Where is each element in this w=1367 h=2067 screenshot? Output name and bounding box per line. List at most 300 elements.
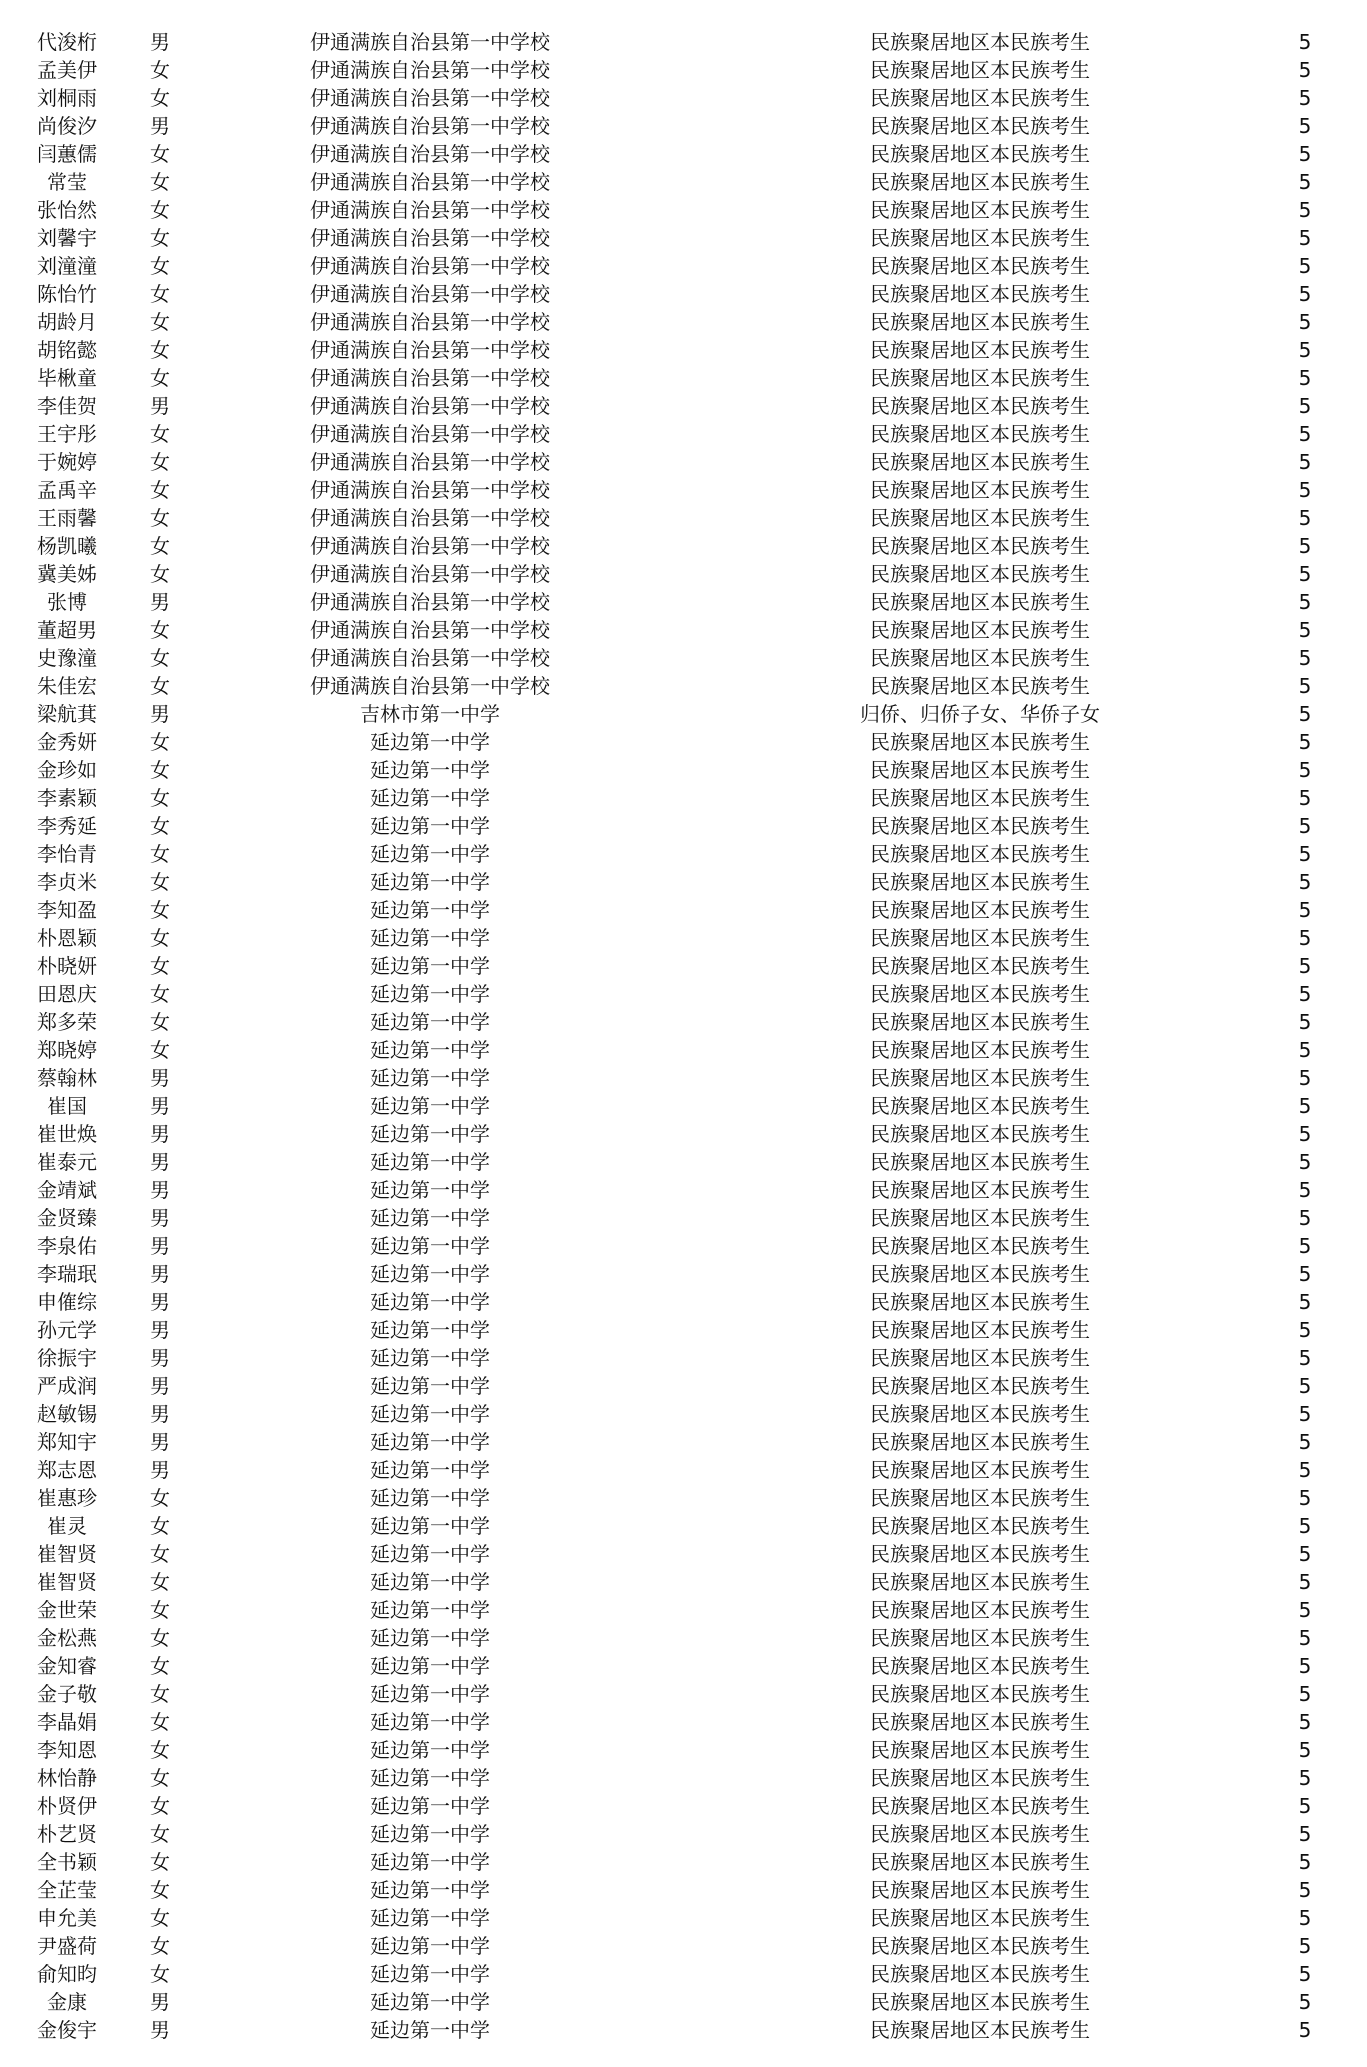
- student-name: 王雨馨: [37, 506, 97, 530]
- student-name: 田恩庆: [37, 982, 97, 1006]
- student-school: 延边第一中学: [370, 1962, 490, 1986]
- student-school: 伊通满族自治县第一中学校: [310, 86, 550, 110]
- student-school: 伊通满族自治县第一中学校: [310, 674, 550, 698]
- student-category: 民族聚居地区本民族考生: [870, 310, 1090, 334]
- student-gender: 女: [150, 86, 170, 110]
- table-row: [0, 1148, 1367, 1176]
- student-school: 延边第一中学: [370, 1822, 490, 1846]
- table-row: [0, 1932, 1367, 1960]
- student-category: 民族聚居地区本民族考生: [870, 1374, 1090, 1398]
- student-score: 5: [1298, 1626, 1312, 1650]
- student-score: 5: [1298, 1234, 1312, 1258]
- student-school: 延边第一中学: [370, 758, 490, 782]
- student-name: 陈怡竹: [37, 282, 97, 306]
- table-row: [0, 1876, 1367, 1904]
- student-category: 民族聚居地区本民族考生: [870, 2018, 1090, 2042]
- student-gender: 女: [150, 1878, 170, 1902]
- student-school: 延边第一中学: [370, 1570, 490, 1594]
- student-score: 5: [1298, 338, 1312, 362]
- table-row: [0, 1764, 1367, 1792]
- student-gender: 女: [150, 58, 170, 82]
- table-row: [0, 56, 1367, 84]
- student-gender: 女: [150, 1654, 170, 1678]
- student-category: 民族聚居地区本民族考生: [870, 226, 1090, 250]
- student-category: 民族聚居地区本民族考生: [870, 1990, 1090, 2014]
- table-row: [0, 224, 1367, 252]
- student-category: 民族聚居地区本民族考生: [870, 142, 1090, 166]
- student-score: 5: [1298, 1570, 1312, 1594]
- student-name: 李贞米: [37, 870, 97, 894]
- student-school: 延边第一中学: [370, 1374, 490, 1398]
- student-school: 伊通满族自治县第一中学校: [310, 450, 550, 474]
- table-row: [0, 196, 1367, 224]
- student-name: 全书颖: [37, 1850, 97, 1874]
- student-score: 5: [1298, 1346, 1312, 1370]
- student-name: 朴艺贤: [37, 1822, 97, 1846]
- student-category: 民族聚居地区本民族考生: [870, 1262, 1090, 1286]
- student-name: 朴贤伊: [37, 1794, 97, 1818]
- student-gender: 男: [150, 1150, 170, 1174]
- student-gender: 男: [150, 1402, 170, 1426]
- student-score: 5: [1298, 1206, 1312, 1230]
- student-score: 5: [1298, 1766, 1312, 1790]
- student-name: 崔惠珍: [37, 1486, 97, 1510]
- student-score: 5: [1298, 534, 1312, 558]
- student-school: 延边第一中学: [370, 1206, 490, 1230]
- student-gender: 男: [150, 1346, 170, 1370]
- table-row: [0, 784, 1367, 812]
- student-score: 5: [1298, 310, 1312, 334]
- student-name: 董超男: [37, 618, 97, 642]
- student-school: 伊通满族自治县第一中学校: [310, 506, 550, 530]
- table-row: [0, 840, 1367, 868]
- student-school: 延边第一中学: [370, 1654, 490, 1678]
- student-gender: 女: [150, 422, 170, 446]
- student-school: 延边第一中学: [370, 1346, 490, 1370]
- table-row: [0, 252, 1367, 280]
- student-score: 5: [1298, 170, 1312, 194]
- student-school: 伊通满族自治县第一中学校: [310, 366, 550, 390]
- table-row: [0, 868, 1367, 896]
- student-gender: 女: [150, 1710, 170, 1734]
- student-gender: 女: [150, 450, 170, 474]
- table-row: [0, 1288, 1367, 1316]
- student-gender: 女: [150, 1738, 170, 1762]
- student-gender: 女: [150, 618, 170, 642]
- table-row: [0, 1652, 1367, 1680]
- table-row: [0, 448, 1367, 476]
- student-gender: 男: [150, 1318, 170, 1342]
- student-school: 延边第一中学: [370, 870, 490, 894]
- table-row: [0, 1904, 1367, 1932]
- student-score: 5: [1298, 478, 1312, 502]
- student-gender: 女: [150, 646, 170, 670]
- student-category: 民族聚居地区本民族考生: [870, 86, 1090, 110]
- table-row: [0, 1232, 1367, 1260]
- student-name: 李知恩: [37, 1738, 97, 1762]
- student-category: 民族聚居地区本民族考生: [870, 1010, 1090, 1034]
- student-name: 张怡然: [37, 198, 97, 222]
- student-score: 5: [1298, 1878, 1312, 1902]
- table-row: [0, 1988, 1367, 2016]
- table-row: [0, 1064, 1367, 1092]
- student-category: 民族聚居地区本民族考生: [870, 982, 1090, 1006]
- student-name: 闫蕙儒: [37, 142, 97, 166]
- table-row: [0, 336, 1367, 364]
- student-score: 5: [1298, 1290, 1312, 1314]
- student-category: 民族聚居地区本民族考生: [870, 1654, 1090, 1678]
- student-category: 民族聚居地区本民族考生: [870, 366, 1090, 390]
- student-gender: 男: [150, 1094, 170, 1118]
- student-school: 延边第一中学: [370, 1010, 490, 1034]
- student-gender: 女: [150, 1514, 170, 1538]
- student-school: 延边第一中学: [370, 1934, 490, 1958]
- student-score: 5: [1298, 870, 1312, 894]
- student-gender: 男: [150, 1430, 170, 1454]
- student-category: 民族聚居地区本民族考生: [870, 1514, 1090, 1538]
- student-gender: 男: [150, 590, 170, 614]
- student-gender: 女: [150, 674, 170, 698]
- table-row: [0, 1848, 1367, 1876]
- student-name: 崔国: [47, 1094, 87, 1118]
- student-score: 5: [1298, 1094, 1312, 1118]
- student-gender: 男: [150, 1178, 170, 1202]
- student-name: 胡龄月: [37, 310, 97, 334]
- student-gender: 女: [150, 142, 170, 166]
- student-gender: 男: [150, 1262, 170, 1286]
- student-score: 5: [1298, 1990, 1312, 2014]
- student-name: 郑晓婷: [37, 1038, 97, 1062]
- student-school: 伊通满族自治县第一中学校: [310, 338, 550, 362]
- student-name: 金世荣: [37, 1598, 97, 1622]
- student-school: 延边第一中学: [370, 786, 490, 810]
- student-school: 伊通满族自治县第一中学校: [310, 282, 550, 306]
- table-row: [0, 812, 1367, 840]
- student-school: 延边第一中学: [370, 1178, 490, 1202]
- student-school: 延边第一中学: [370, 1094, 490, 1118]
- student-category: 民族聚居地区本民族考生: [870, 422, 1090, 446]
- student-score: 5: [1298, 982, 1312, 1006]
- student-score: 5: [1298, 1542, 1312, 1566]
- student-category: 民族聚居地区本民族考生: [870, 1542, 1090, 1566]
- student-name: 朴晓妍: [37, 954, 97, 978]
- student-name: 徐振宇: [37, 1346, 97, 1370]
- table-row: [0, 1204, 1367, 1232]
- student-gender: 男: [150, 394, 170, 418]
- student-name: 李晶娟: [37, 1710, 97, 1734]
- student-school: 延边第一中学: [370, 1150, 490, 1174]
- student-school: 伊通满族自治县第一中学校: [310, 310, 550, 334]
- student-score: 5: [1298, 394, 1312, 418]
- student-school: 延边第一中学: [370, 926, 490, 950]
- table-row: [0, 1456, 1367, 1484]
- student-name: 金珍如: [37, 758, 97, 782]
- student-school: 伊通满族自治县第一中学校: [310, 142, 550, 166]
- student-school: 延边第一中学: [370, 2018, 490, 2042]
- student-gender: 男: [150, 702, 170, 726]
- table-row: [0, 392, 1367, 420]
- student-score: 5: [1298, 1374, 1312, 1398]
- student-name: 梁航萁: [37, 702, 97, 726]
- student-category: 民族聚居地区本民族考生: [870, 170, 1090, 194]
- student-score: 5: [1298, 1318, 1312, 1342]
- table-row: [0, 756, 1367, 784]
- student-gender: 女: [150, 758, 170, 782]
- student-gender: 女: [150, 982, 170, 1006]
- student-score: 5: [1298, 1794, 1312, 1818]
- student-category: 民族聚居地区本民族考生: [870, 898, 1090, 922]
- student-category: 民族聚居地区本民族考生: [870, 590, 1090, 614]
- student-score: 5: [1298, 786, 1312, 810]
- table-row: [0, 728, 1367, 756]
- student-category: 民族聚居地区本民族考生: [870, 1346, 1090, 1370]
- student-school: 延边第一中学: [370, 1038, 490, 1062]
- table-row: [0, 1120, 1367, 1148]
- table-row: [0, 1372, 1367, 1400]
- student-score: 5: [1298, 1262, 1312, 1286]
- student-name: 于婉婷: [37, 450, 97, 474]
- student-school: 延边第一中学: [370, 1290, 490, 1314]
- student-category: 民族聚居地区本民族考生: [870, 1066, 1090, 1090]
- student-score: 5: [1298, 1458, 1312, 1482]
- student-name: 李素颖: [37, 786, 97, 810]
- table-row: [0, 420, 1367, 448]
- student-score: 5: [1298, 590, 1312, 614]
- student-score: 5: [1298, 758, 1312, 782]
- student-gender: 女: [150, 1486, 170, 1510]
- student-category: 民族聚居地区本民族考生: [870, 814, 1090, 838]
- student-school: 延边第一中学: [370, 954, 490, 978]
- student-school: 延边第一中学: [370, 1234, 490, 1258]
- student-school: 延边第一中学: [370, 1738, 490, 1762]
- student-school: 延边第一中学: [370, 982, 490, 1006]
- student-category: 民族聚居地区本民族考生: [870, 282, 1090, 306]
- student-name: 崔世焕: [37, 1122, 97, 1146]
- student-category: 民族聚居地区本民族考生: [870, 394, 1090, 418]
- student-score: 5: [1298, 1654, 1312, 1678]
- student-school: 延边第一中学: [370, 1318, 490, 1342]
- student-school: 伊通满族自治县第一中学校: [310, 198, 550, 222]
- student-gender: 女: [150, 506, 170, 530]
- student-school: 伊通满族自治县第一中学校: [310, 170, 550, 194]
- student-name: 尚俊汐: [37, 114, 97, 138]
- student-school: 伊通满族自治县第一中学校: [310, 478, 550, 502]
- student-school: 伊通满族自治县第一中学校: [310, 534, 550, 558]
- student-name: 林怡静: [37, 1766, 97, 1790]
- table-row: [0, 980, 1367, 1008]
- student-category: 民族聚居地区本民族考生: [870, 1710, 1090, 1734]
- student-school: 延边第一中学: [370, 1626, 490, 1650]
- student-category: 民族聚居地区本民族考生: [870, 786, 1090, 810]
- student-gender: 男: [150, 1234, 170, 1258]
- student-score: 5: [1298, 506, 1312, 530]
- student-school: 伊通满族自治县第一中学校: [310, 114, 550, 138]
- student-school: 延边第一中学: [370, 1710, 490, 1734]
- student-score: 5: [1298, 142, 1312, 166]
- table-row: [0, 1736, 1367, 1764]
- student-gender: 女: [150, 478, 170, 502]
- student-score: 5: [1298, 674, 1312, 698]
- student-category: 民族聚居地区本民族考生: [870, 646, 1090, 670]
- student-category: 民族聚居地区本民族考生: [870, 1626, 1090, 1650]
- student-name: 申允美: [37, 1906, 97, 1930]
- student-name: 全芷莹: [37, 1878, 97, 1902]
- student-category: 民族聚居地区本民族考生: [870, 450, 1090, 474]
- table-row: [0, 1092, 1367, 1120]
- table-row: [0, 168, 1367, 196]
- student-school: 延边第一中学: [370, 898, 490, 922]
- student-category: 民族聚居地区本民族考生: [870, 1458, 1090, 1482]
- student-gender: 女: [150, 1962, 170, 1986]
- table-row: [0, 1624, 1367, 1652]
- student-score: 5: [1298, 814, 1312, 838]
- student-category: 民族聚居地区本民族考生: [870, 58, 1090, 82]
- student-score: 5: [1298, 730, 1312, 754]
- table-row: [0, 1008, 1367, 1036]
- student-category: 民族聚居地区本民族考生: [870, 926, 1090, 950]
- student-gender: 女: [150, 1934, 170, 1958]
- table-row: [0, 1036, 1367, 1064]
- student-gender: 男: [150, 1122, 170, 1146]
- table-row: [0, 1316, 1367, 1344]
- student-name: 金俊宇: [37, 2018, 97, 2042]
- student-gender: 女: [150, 170, 170, 194]
- student-school: 伊通满族自治县第一中学校: [310, 562, 550, 586]
- student-score: 5: [1298, 1430, 1312, 1454]
- student-score: 5: [1298, 926, 1312, 950]
- student-name: 金贤臻: [37, 1206, 97, 1230]
- student-score: 5: [1298, 1710, 1312, 1734]
- student-category: 民族聚居地区本民族考生: [870, 1906, 1090, 1930]
- student-name: 李秀延: [37, 814, 97, 838]
- student-score: 5: [1298, 1122, 1312, 1146]
- student-gender: 女: [150, 366, 170, 390]
- student-score: 5: [1298, 646, 1312, 670]
- table-row: [0, 700, 1367, 728]
- table-row: [0, 644, 1367, 672]
- table-row: [0, 28, 1367, 56]
- student-category: 民族聚居地区本民族考生: [870, 1822, 1090, 1846]
- student-category: 民族聚居地区本民族考生: [870, 338, 1090, 362]
- student-category: 民族聚居地区本民族考生: [870, 758, 1090, 782]
- student-name: 朱佳宏: [37, 674, 97, 698]
- student-score: 5: [1298, 702, 1312, 726]
- student-category: 民族聚居地区本民族考生: [870, 954, 1090, 978]
- table-row: [0, 1792, 1367, 1820]
- student-gender: 女: [150, 842, 170, 866]
- table-row: [0, 1708, 1367, 1736]
- student-gender: 女: [150, 926, 170, 950]
- student-name: 刘潼潼: [37, 254, 97, 278]
- table-row: [0, 504, 1367, 532]
- student-gender: 女: [150, 198, 170, 222]
- student-category: 民族聚居地区本民族考生: [870, 1150, 1090, 1174]
- student-score: 5: [1298, 282, 1312, 306]
- student-gender: 女: [150, 814, 170, 838]
- student-name: 孙元学: [37, 1318, 97, 1342]
- student-name: 尹盛荷: [37, 1934, 97, 1958]
- table-row: [0, 364, 1367, 392]
- student-name: 崔灵: [47, 1514, 87, 1538]
- student-gender: 女: [150, 786, 170, 810]
- student-category: 民族聚居地区本民族考生: [870, 1878, 1090, 1902]
- student-score: 5: [1298, 1178, 1312, 1202]
- student-school: 伊通满族自治县第一中学校: [310, 58, 550, 82]
- student-category: 民族聚居地区本民族考生: [870, 1486, 1090, 1510]
- student-gender: 男: [150, 1066, 170, 1090]
- student-gender: 男: [150, 2018, 170, 2042]
- student-gender: 男: [150, 1990, 170, 2014]
- student-gender: 女: [150, 1850, 170, 1874]
- student-name: 郑多荣: [37, 1010, 97, 1034]
- student-category: 民族聚居地区本民族考生: [870, 1178, 1090, 1202]
- student-category: 民族聚居地区本民族考生: [870, 254, 1090, 278]
- student-score: 5: [1298, 422, 1312, 446]
- table-row: [0, 1512, 1367, 1540]
- student-school: 延边第一中学: [370, 730, 490, 754]
- student-score: 5: [1298, 562, 1312, 586]
- student-name: 严成润: [37, 1374, 97, 1398]
- student-category: 民族聚居地区本民族考生: [870, 478, 1090, 502]
- student-category: 民族聚居地区本民族考生: [870, 1766, 1090, 1790]
- table-row: [0, 1428, 1367, 1456]
- student-category: 民族聚居地区本民族考生: [870, 1234, 1090, 1258]
- student-name: 李瑞珉: [37, 1262, 97, 1286]
- student-score: 5: [1298, 1066, 1312, 1090]
- student-school: 伊通满族自治县第一中学校: [310, 422, 550, 446]
- student-school: 延边第一中学: [370, 1682, 490, 1706]
- student-score: 5: [1298, 1962, 1312, 1986]
- student-school: 延边第一中学: [370, 1542, 490, 1566]
- student-name: 毕楸童: [37, 366, 97, 390]
- student-category: 归侨、归侨子女、华侨子女: [860, 702, 1100, 726]
- student-gender: 女: [150, 870, 170, 894]
- table-row: [0, 1820, 1367, 1848]
- student-name: 金靖斌: [37, 1178, 97, 1202]
- student-school: 延边第一中学: [370, 1262, 490, 1286]
- student-category: 民族聚居地区本民族考生: [870, 1682, 1090, 1706]
- student-school: 延边第一中学: [370, 1122, 490, 1146]
- student-school: 延边第一中学: [370, 1514, 490, 1538]
- student-gender: 女: [150, 1682, 170, 1706]
- student-score: 5: [1298, 1598, 1312, 1622]
- student-school: 伊通满族自治县第一中学校: [310, 254, 550, 278]
- student-school: 延边第一中学: [370, 842, 490, 866]
- student-school: 伊通满族自治县第一中学校: [310, 618, 550, 642]
- student-score: 5: [1298, 30, 1312, 54]
- student-score: 5: [1298, 1682, 1312, 1706]
- student-score: 5: [1298, 842, 1312, 866]
- student-score: 5: [1298, 1906, 1312, 1930]
- student-name: 张博: [47, 590, 87, 614]
- student-gender: 女: [150, 254, 170, 278]
- student-school: 延边第一中学: [370, 1486, 490, 1510]
- student-category: 民族聚居地区本民族考生: [870, 114, 1090, 138]
- student-category: 民族聚居地区本民族考生: [870, 534, 1090, 558]
- student-score: 5: [1298, 1822, 1312, 1846]
- student-name: 常莹: [47, 170, 87, 194]
- student-gender: 女: [150, 1822, 170, 1846]
- student-name: 金子敬: [37, 1682, 97, 1706]
- student-name: 王宇彤: [37, 422, 97, 446]
- student-category: 民族聚居地区本民族考生: [870, 1206, 1090, 1230]
- student-category: 民族聚居地区本民族考生: [870, 1430, 1090, 1454]
- student-gender: 女: [150, 1570, 170, 1594]
- student-name: 刘桐雨: [37, 86, 97, 110]
- student-school: 伊通满族自治县第一中学校: [310, 30, 550, 54]
- student-school: 延边第一中学: [370, 1766, 490, 1790]
- student-gender: 女: [150, 1626, 170, 1650]
